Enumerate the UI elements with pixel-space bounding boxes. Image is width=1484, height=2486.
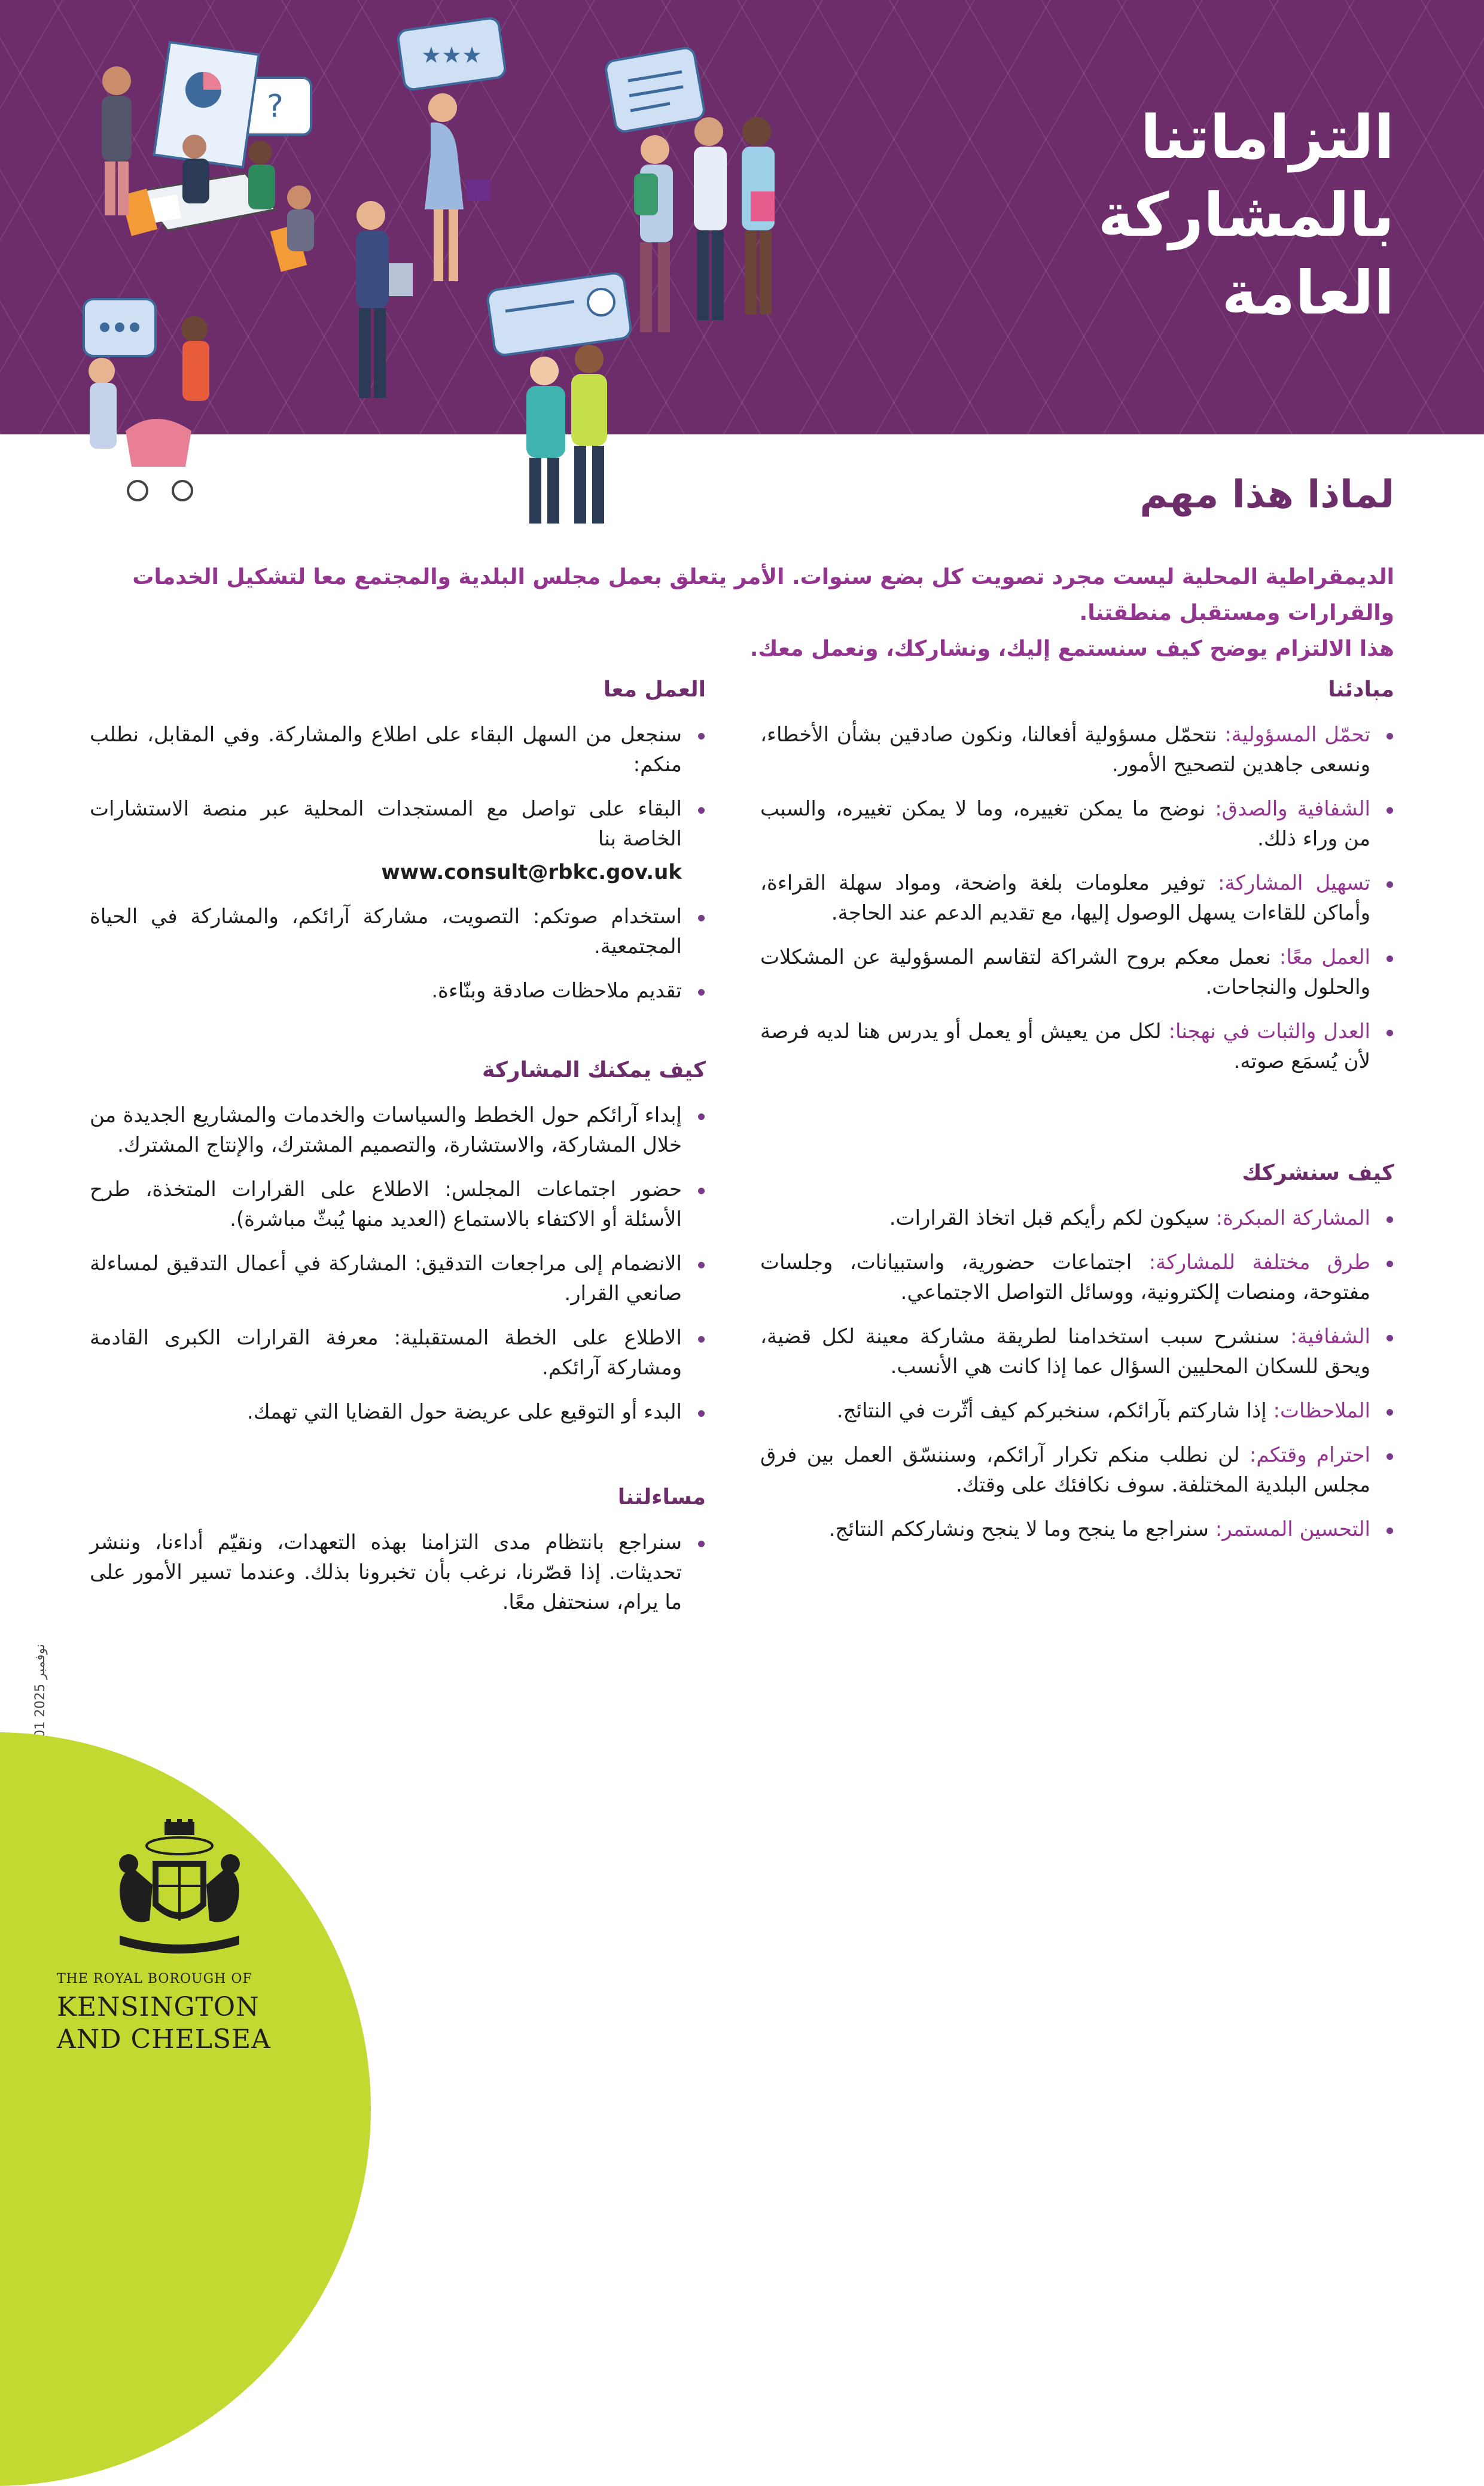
working-together-list <box>90 720 706 1006</box>
speech-bubble-icon <box>84 299 156 356</box>
list-item: إبداء آرائكم حول الخطط والسياسات والخدمات والمشاريع الجديدة من خلال المشاركة، والاستشارة، والتصميم المشترك، والإنتاج المشترك. <box>90 1100 706 1160</box>
title-line: العامة <box>1221 258 1394 328</box>
item-text: لكل من يعيش أو يعمل أو يدرس هنا لديه فرصة لأن يُسمَع صوته. <box>760 1020 1370 1073</box>
list-item <box>760 1514 1394 1544</box>
list-item <box>760 1017 1394 1076</box>
intro-line: هذا الالتزام يوضح كيف سنستمع إليك، ونشاركك، ونعمل معك. <box>749 637 1394 661</box>
item-term: المشاركة المبكرة: <box>1215 1206 1370 1230</box>
item-text: نوضح ما يمكن تغييره، وما لا يمكن تغييره، والسبب من وراء ذلك. <box>760 797 1370 851</box>
item-text: سنجعل من السهل البقاء على اطلاع والمشاركة. وفي المقابل، نطلب منكم: <box>90 723 682 777</box>
speech-bubble-icon <box>605 47 706 133</box>
list-item: الاطلاع على الخطة المستقبلية: معرفة القرارات الكبرى القادمة ومشاركة آرائكم. <box>90 1323 706 1383</box>
item-text: تقديم ملاحظات صادقة وبنّاءة. <box>431 979 682 1003</box>
consult-link[interactable]: www.consult@rbkc.gov.uk <box>381 860 682 884</box>
royal-borough-crest <box>96 1819 263 1956</box>
item-text: البقاء على تواصل مع المستجدات المحلية عبر منصة الاستشارات الخاصة بنا <box>90 797 682 851</box>
item-text: سيكون لكم رأيكم قبل اتخاذ القرارات. <box>889 1206 1216 1230</box>
item-term: الشفافية: <box>1290 1325 1370 1349</box>
item-term: طرق مختلفة للمشاركة: <box>1148 1250 1370 1274</box>
item-text: نعمل معكم بروح الشراكة لتقاسم المسؤولية عن المشكلات والحلول والنجاحات. <box>760 945 1370 999</box>
left-column <box>90 673 706 1632</box>
list-item <box>760 1322 1394 1382</box>
item-term: التحسين المستمر: <box>1215 1517 1370 1541</box>
item-text: استخدام صوتكم: التصويت، مشاركة آرائكم، والمشاركة في الحياة المجتمعية. <box>90 905 682 959</box>
list-item <box>90 720 706 780</box>
list-item <box>760 720 1394 780</box>
speech-bubble-icon <box>397 17 506 91</box>
accountability-heading: مساءلتنا <box>617 1485 706 1510</box>
how-you-can-heading: كيف يمكنك المشاركة <box>482 1058 706 1082</box>
right-column <box>760 673 1394 1559</box>
item-text: نتحمّل مسؤولية أفعالنا، ونكون صادقين بشأن الأخطاء، ونسعى جاهدين لتصحيح الأمور. <box>760 723 1370 777</box>
people-illustration <box>36 12 873 538</box>
item-text: إذا شاركتم بآرائكم، سنخبركم كيف أثّرت في النتائج. <box>836 1399 1273 1423</box>
list-item: البدء أو التوقيع على عريضة حول القضايا التي تهمك. <box>90 1397 706 1427</box>
document-reference: نوفمبر 2025 <box>33 1644 48 1718</box>
borough-name-line: AND CHELSEA <box>57 2024 271 2055</box>
item-text: لن نطلب منكم تكرار آرائكم، وسننسّق العمل بين فرق مجلس البلدية المختلفة. سوف نكافئك على وقتك. <box>760 1443 1370 1497</box>
intro-text <box>102 559 1394 667</box>
svg-text:?: ? <box>267 89 284 124</box>
item-term: تحمّل المسؤولية: <box>1224 723 1370 747</box>
item-text: اجتماعات حضورية، واستبيانات، وجلسات مفتوحة، ومنصات إلكترونية، ووسائل التواصل الاجتماعي. <box>760 1250 1370 1304</box>
page-title <box>856 99 1394 332</box>
principles-heading: مبادئنا <box>1328 677 1394 702</box>
list-item <box>90 976 706 1006</box>
list-item <box>760 868 1394 928</box>
borough-small-text: THE ROYAL BOROUGH OF <box>57 1971 252 1986</box>
item-term: الشفافية والصدق: <box>1215 797 1371 821</box>
list-item <box>90 794 706 887</box>
item-term: العمل معًا: <box>1279 945 1370 969</box>
list-item: حضور اجتماعات المجلس: الاطلاع على القرارات المتخذة، طرح الأسئلة أو الاكتفاء بالاستماع (العديد منها يُبثّ مباشرة). <box>90 1174 706 1234</box>
borough-name-line: KENSINGTON <box>57 1992 260 2022</box>
list-item <box>760 1396 1394 1426</box>
why-heading: لماذا هذا مهم <box>1139 473 1394 517</box>
speech-bubble-icon <box>486 272 632 357</box>
item-text: توفير معلومات بلغة واضحة، ومواد سهلة القراءة، وأماكن للقاءات يسهل الوصول إليها، مع تقديم الدعم عند الحاجة. <box>760 871 1370 925</box>
list-item <box>760 942 1394 1002</box>
intro-line: الديمقراطية المحلية ليست مجرد تصويت كل بضع سنوات. الأمر يتعلق بعمل مجلس البلدية والمجتمع معا لتشكيل الخدمات والقرارات ومستقبل منطقتنا. <box>132 565 1394 625</box>
item-term: تسهيل المشاركة: <box>1218 871 1370 895</box>
how-you-can-list <box>90 1100 706 1427</box>
svg-text:★★★: ★★★ <box>420 42 483 68</box>
list-item <box>760 1440 1394 1500</box>
list-item: الانضمام إلى مراجعات التدقيق: المشاركة في أعمال التدقيق لمساءلة صانعي القرار. <box>90 1249 706 1309</box>
item-text: سنشرح سبب استخدامنا لطريقة مشاركة معينة لكل قضية، ويحق للسكان المحليين السؤال عما إذا كانت هي الأنسب. <box>760 1325 1370 1379</box>
list-item <box>90 902 706 961</box>
how-we-involve-heading: كيف سنشركك <box>1242 1161 1394 1185</box>
list-item <box>760 794 1394 854</box>
accountability-list <box>90 1527 706 1617</box>
list-item: سنراجع بانتظام مدى التزامنا بهذه التعهدات، ونقيّم أداءنا، وننشر تحديثات. إذا قصّرنا، نرغب بأن تخبرونا بذلك. وعندما تسير الأمور على ما يرام، سنحتفل معًا. <box>90 1527 706 1617</box>
title-line: التزاماتنا <box>1140 102 1394 172</box>
title-line: بالمشاركة <box>1098 180 1394 250</box>
how-we-involve-list <box>760 1203 1394 1544</box>
item-term: العدل والثبات في نهجنا: <box>1168 1020 1370 1043</box>
list-item <box>760 1203 1394 1233</box>
item-term: احترام وقتكم: <box>1249 1443 1370 1467</box>
borough-logo-text <box>57 1971 320 2056</box>
item-text: سنراجع ما ينجح وما لا ينجح ونشارككم النتائج. <box>828 1517 1215 1541</box>
working-together-heading: العمل معا <box>603 677 706 702</box>
list-item <box>760 1247 1394 1307</box>
item-term: الملاحظات: <box>1273 1399 1370 1423</box>
principles-list <box>760 720 1394 1076</box>
